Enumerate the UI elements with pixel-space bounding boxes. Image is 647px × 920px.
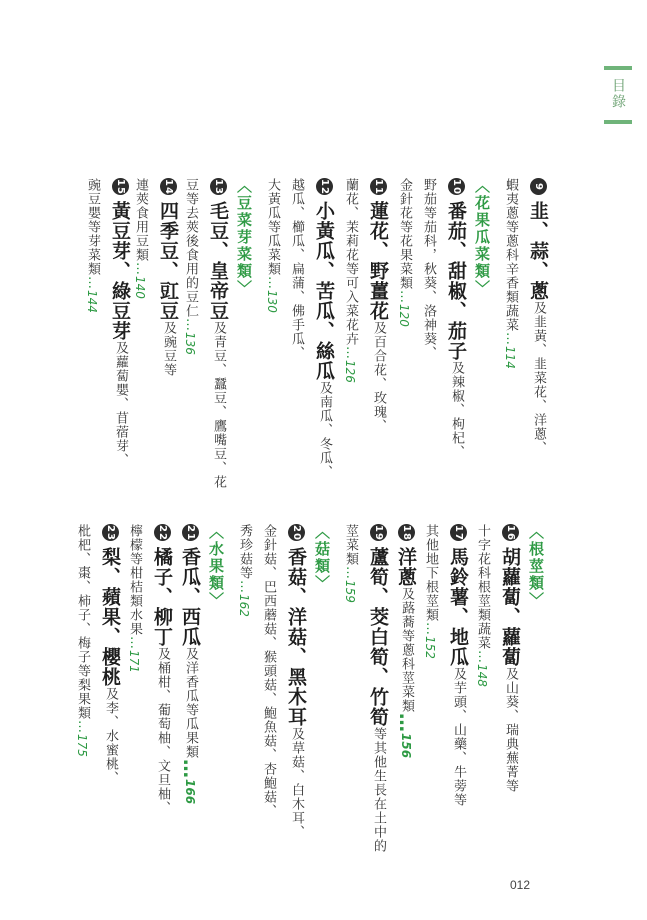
entry-text: 十字花科根莖類蔬菜: [475, 524, 490, 650]
entry-page-number: 130: [265, 290, 279, 313]
toc-entry-line: [128, 524, 141, 673]
toc-entry-line: [86, 178, 99, 313]
toc-entry: [208, 178, 227, 489]
entry-text: 豌豆嬰等芽菜類: [85, 178, 100, 276]
toc-entry: [100, 524, 119, 785]
entry-title: 橘子、柳丁: [151, 547, 173, 647]
entry-page-number: 144: [85, 290, 99, 313]
leader-dots: …: [265, 276, 280, 290]
leader-dots: …: [183, 318, 198, 332]
entry-note: 及蕗蕎等蔥科莖菜類: [399, 587, 414, 713]
toc-entry: [446, 178, 465, 459]
entry-title: 蓮花、野薑花: [367, 201, 389, 321]
toc-entry-line: [504, 178, 517, 369]
entry-text: 其他地下根莖類: [423, 524, 438, 622]
entry-number-badge: 17: [450, 524, 467, 541]
toc-entry: [368, 524, 387, 853]
entry-page-number: 120: [397, 304, 411, 327]
toc-entry-line: [290, 178, 303, 360]
entry-page-number: 162: [237, 594, 251, 617]
toc-entry-line: [344, 178, 357, 383]
section-bracket-open: 〈: [207, 524, 225, 541]
toc-section-heading: [236, 178, 251, 297]
entry-title: 馬鈴薯、地瓜: [447, 547, 469, 667]
toc-entry: [396, 524, 415, 758]
toc-entry-line: [422, 178, 435, 360]
section-bracket-close: 〉: [473, 280, 491, 297]
entry-title: 洋蔥: [395, 547, 417, 587]
toc-entry: [368, 178, 387, 433]
entry-note: 及洋香瓜等瓜果類: [183, 647, 198, 759]
section-bracket-close: 〉: [527, 592, 545, 609]
entry-page-number: 171: [127, 650, 141, 673]
entry-page-number: 126: [343, 360, 357, 383]
entry-number-badge: 14: [160, 178, 177, 195]
entry-text: 蝦夷蔥等蔥科辛香類蔬菜: [503, 178, 518, 332]
entry-note: 及李、水蜜桃、: [103, 687, 118, 785]
entry-text: 豆等去莢後食用的豆仁: [183, 178, 198, 318]
leader-dots: …: [475, 650, 490, 664]
leader-dots: …: [397, 290, 412, 304]
entry-number-badge: 16: [502, 524, 519, 541]
entry-title: 番茄、甜椒、茄子: [445, 201, 467, 361]
toc-entry-line: [184, 178, 197, 355]
entry-title: 四季豆、豇豆: [157, 201, 179, 321]
section-title: 花果瓜菜類: [473, 195, 491, 280]
section-bracket-open: 〈: [313, 524, 331, 541]
entry-text: 檸檬等柑桔類水果: [127, 524, 142, 636]
toc-entry: [180, 524, 199, 804]
entry-text: 秀珍菇等: [237, 524, 252, 580]
section-title: 菇類: [313, 541, 331, 575]
entry-text: 野茄等茄科，秋葵、洛神葵、: [421, 178, 436, 360]
entry-title: 香瓜、西瓜: [179, 547, 201, 647]
entry-page-number: 114: [503, 346, 517, 369]
entry-note: 及百合花、玫瑰、: [371, 321, 386, 433]
toc-entry: [110, 178, 129, 467]
entry-number-badge: 15: [112, 178, 129, 195]
section-bracket-open: 〈: [473, 178, 491, 195]
entry-note: 及豌豆等: [161, 321, 176, 377]
entry-number-badge: 21: [182, 524, 199, 541]
entry-note: 及南瓜、冬瓜、: [317, 381, 332, 479]
entry-page-number: 166: [183, 779, 197, 805]
entry-note: 及蘿蔔嬰、苜蓿芽、: [113, 341, 128, 467]
entry-note: 及韭黃、韭菜花、洋蔥、: [531, 301, 546, 455]
toc-entry: [286, 524, 305, 839]
entry-number-badge: 10: [448, 178, 465, 195]
toc-entry-line: [398, 178, 411, 327]
section-bracket-close: 〉: [235, 280, 253, 297]
toc-entry-line: [262, 524, 275, 818]
section-bracket-close: 〉: [313, 575, 331, 592]
entry-number-badge: 20: [288, 524, 305, 541]
entry-number-badge: 12: [316, 178, 333, 195]
entry-page-number: 148: [475, 664, 489, 687]
entry-text: 金針花等花果菜類: [397, 178, 412, 290]
entry-note: 及芋頭、山藥、牛蒡等: [451, 667, 466, 807]
section-title: 水果類: [207, 541, 225, 592]
entry-note: 等其他生長在土中的: [371, 727, 386, 853]
entry-number-badge: 9: [530, 178, 547, 195]
entry-text: 蘭花、茉莉花等可入菜花卉: [343, 178, 358, 346]
entry-page-number: 140: [133, 276, 147, 299]
entry-note: 及桶柑、葡萄柚、文旦柚、: [155, 647, 170, 815]
entry-title: 毛豆、皇帝豆: [207, 201, 229, 321]
leader-dots: …: [395, 713, 417, 733]
entry-title: 黃豆芽、綠豆芽: [109, 201, 131, 341]
entry-note: 及山葵、瑞典蕪菁等: [503, 667, 518, 793]
toc-entry: [528, 178, 547, 455]
entry-note: 及辣椒、枸杞、: [449, 361, 464, 459]
entry-note: 及草菇、白木耳、: [289, 727, 304, 839]
leader-dots: …: [75, 720, 90, 734]
toc-section-heading: [474, 178, 489, 297]
toc-section-heading: [208, 524, 223, 609]
section-title: 豆菜芽菜類: [235, 195, 253, 280]
entry-note: 及青豆、蠶豆、鷹嘴豆、花: [211, 321, 226, 489]
entry-title: 胡蘿蔔、蘿蔔: [499, 547, 521, 667]
entry-number-badge: 19: [370, 524, 387, 541]
entry-text: 越瓜、櫛瓜、扁蒲、佛手瓜、: [289, 178, 304, 360]
entry-text: 連莢食用豆類: [133, 178, 148, 262]
toc-entry-line: [424, 524, 437, 659]
entry-text: 莖菜類: [343, 524, 358, 566]
toc-entry-line: [76, 524, 89, 757]
toc-entry: [448, 524, 467, 807]
entry-title: 蘆筍、茭白筍、竹筍: [367, 547, 389, 727]
toc-section-heading: [528, 524, 543, 609]
entry-text: 大黃瓜等瓜菜類: [265, 178, 280, 276]
entry-number-badge: 18: [398, 524, 415, 541]
toc-entry-line: [476, 524, 489, 687]
toc-entry: [314, 178, 333, 479]
tab-title: 目錄: [610, 78, 626, 110]
entry-page-number: 152: [423, 636, 437, 659]
toc-entry: [158, 178, 177, 377]
entry-number-badge: 11: [370, 178, 387, 195]
entry-number-badge: 22: [154, 524, 171, 541]
toc-entry-line: [134, 178, 147, 299]
toc-section-heading: [314, 524, 329, 592]
toc-entry-line: [238, 524, 251, 617]
leader-dots: …: [237, 580, 252, 594]
toc-entry: [152, 524, 171, 815]
entry-text: 金針菇、巴西蘑菇、猴頭菇、鮑魚菇、杏鮑菇、: [261, 524, 276, 818]
entry-title: 小黃瓜、苦瓜、絲瓜: [313, 201, 335, 381]
leader-dots: …: [133, 262, 148, 276]
section-title: 根莖類: [527, 541, 545, 592]
section-bracket-open: 〈: [235, 178, 253, 195]
entry-title: 梨、蘋果、櫻桃: [99, 547, 121, 687]
entry-number-badge: 13: [210, 178, 227, 195]
leader-dots: …: [85, 276, 100, 290]
section-bracket-close: 〉: [207, 592, 225, 609]
leader-dots: …: [343, 346, 358, 360]
entry-page-number: 159: [343, 580, 357, 603]
toc-entry-line: [266, 178, 279, 313]
leader-dots: …: [127, 636, 142, 650]
toc-entry-line: [344, 524, 357, 603]
leader-dots: …: [179, 759, 201, 779]
entry-page-number: 175: [75, 734, 89, 757]
entry-title: 香菇、洋菇、黑木耳: [285, 547, 307, 727]
section-bracket-open: 〈: [527, 524, 545, 541]
toc-entry: [500, 524, 519, 793]
leader-dots: …: [423, 622, 438, 636]
entry-page-number: 156: [399, 733, 413, 759]
entry-number-badge: 23: [102, 524, 119, 541]
entry-text: 枇杷、棗、柿子、梅子等梨果類: [75, 524, 90, 720]
entry-page-number: 136: [183, 332, 197, 355]
entry-title: 韭、蒜、蔥: [527, 201, 549, 301]
page-number: 012: [510, 878, 531, 892]
leader-dots: …: [343, 566, 358, 580]
leader-dots: …: [503, 332, 518, 346]
